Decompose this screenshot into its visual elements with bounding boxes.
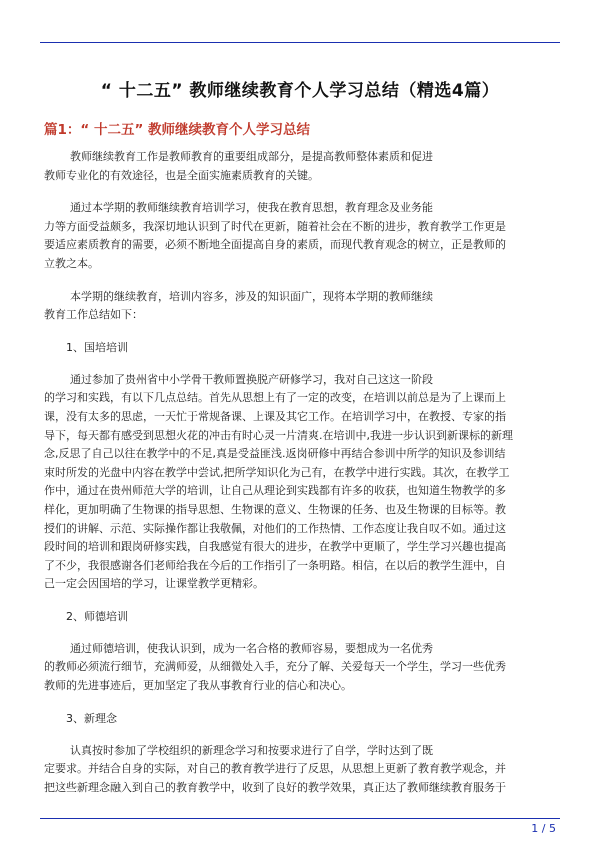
page-number: 1 / 5 (531, 822, 556, 835)
text-line: 把这些新理念融入到自己的教育教学中，收到了良好的教学效果，真正达了教师继续教育服务于 (44, 780, 506, 794)
text-line: 要适应素质教育的需要，必须不断地全面提高自身的素质，而现代教育观念的树立，正是教师的 (44, 238, 506, 252)
text-line: 念,反思了自己以往在教学中的不足,真是受益匪浅.返岗研修中再结合参训中所学的知识及参训结 (44, 447, 506, 461)
text-line: 授们的讲解、示范、实际操作都让我敬佩，对他们的工作热情、工作态度让我自叹不如。通过这 (44, 521, 506, 535)
text-line: 的学习和实践，有以下几点总结。首先从思想上有了一定的改变，在培训以前总是为了上课而上 (44, 391, 506, 405)
text-line: 力等方面受益颇多，我深切地认识到了时代在更新，随着社会在不断的进步，教育教学工作更是 (44, 219, 506, 233)
subheading-national-training: 1、国培培训 (66, 340, 128, 354)
section-heading: 篇1：“ 十二五” 教师继续教育个人学习总结 (44, 122, 311, 138)
paragraph-new-concepts (44, 742, 556, 798)
text-line: 教育工作总结如下： (44, 308, 143, 322)
text-line: 作中，通过在贵州师范大学的培训，让自己从理论到实践都有许多的收获，也知道生物教学的多 (44, 484, 506, 498)
text-line: 己一定会因国培的学习，让课堂教学更精彩。 (44, 577, 264, 591)
text-line: 立教之本。 (44, 256, 99, 270)
document-body (44, 148, 556, 811)
paragraph-summary (44, 288, 556, 325)
text-line: 认真按时参加了学校组织的新理念学习和按要求进行了自学，学时达到了既 (70, 743, 433, 757)
text-line: 段时间的培训和跟岗研修实践，自我感觉有很大的进步，在教学中更顺了，学生学习兴趣也提高 (44, 540, 506, 554)
subheading-new-concepts: 3、新理念 (66, 711, 117, 725)
paragraph-national-training (44, 371, 556, 594)
text-line: 了不少，我很感谢各们老师给我在今后的工作指引了一条明路。相信，在以后的教学生涯中，自 (44, 558, 506, 572)
document-title: “ 十二五” 教师继续教育个人学习总结（精选4篇） (100, 81, 500, 101)
paragraph-training (44, 199, 556, 273)
text-line: 定要求。并结合自身的实际，对自己的教育教学进行了反思，从思想上更新了教育教学观念，并 (44, 762, 506, 776)
header-rule (40, 42, 560, 43)
text-line: 教师专业化的有效途径，也是全面实施素质教育的关键。 (44, 168, 319, 182)
text-line: 束时所发的光盘中内容在教学中尝试,把所学知识化为己有，在教学中进行实践。其次，在教学工 (44, 465, 510, 479)
text-line: 通过师德培训，使我认识到，成为一名合格的教师容易，要想成为一名优秀 (70, 641, 433, 655)
text-line: 通过参加了贵州省中小学骨干教师置换脱产研修学习，我对自己这这一阶段 (70, 372, 433, 386)
text-line: 的教师必须流行细节，充满师爱，从细微处入手，充分了解、关爱每天一个学生，学习一些优秀 (44, 660, 506, 674)
paragraph-ethics-training (44, 640, 556, 696)
footer-rule (40, 818, 560, 819)
text-line: 导下，每天都有感受到思想火花的冲击有时心灵一片清爽.在培训中,我进一步认识到新课标的新理 (44, 428, 513, 442)
text-line: 课，没有太多的思虑，一天忙于常规备课、上课及其它工作。在培训学习中，在教授、专家的指 (44, 409, 506, 423)
text-line: 教师的先进事迹后，更加坚定了我从事教育行业的信心和决心。 (44, 679, 352, 693)
text-line: 本学期的继续教育，培训内容多，涉及的知识面广，现将本学期的教师继续 (70, 289, 433, 303)
paragraph-intro (44, 148, 556, 185)
subheading-ethics-training: 2、师德培训 (66, 609, 128, 623)
text-line: 通过本学期的教师继续教育培训学习，使我在教育思想，教育理念及业务能 (70, 201, 433, 215)
text-line: 样化，更加明确了生物课的指导思想、生物课的意义、生物课的任务、也及生物课的目标等。教 (44, 502, 506, 516)
text-line: 教师继续教育工作是教师教育的重要组成部分，是提高教师整体素质和促进 (70, 150, 433, 163)
